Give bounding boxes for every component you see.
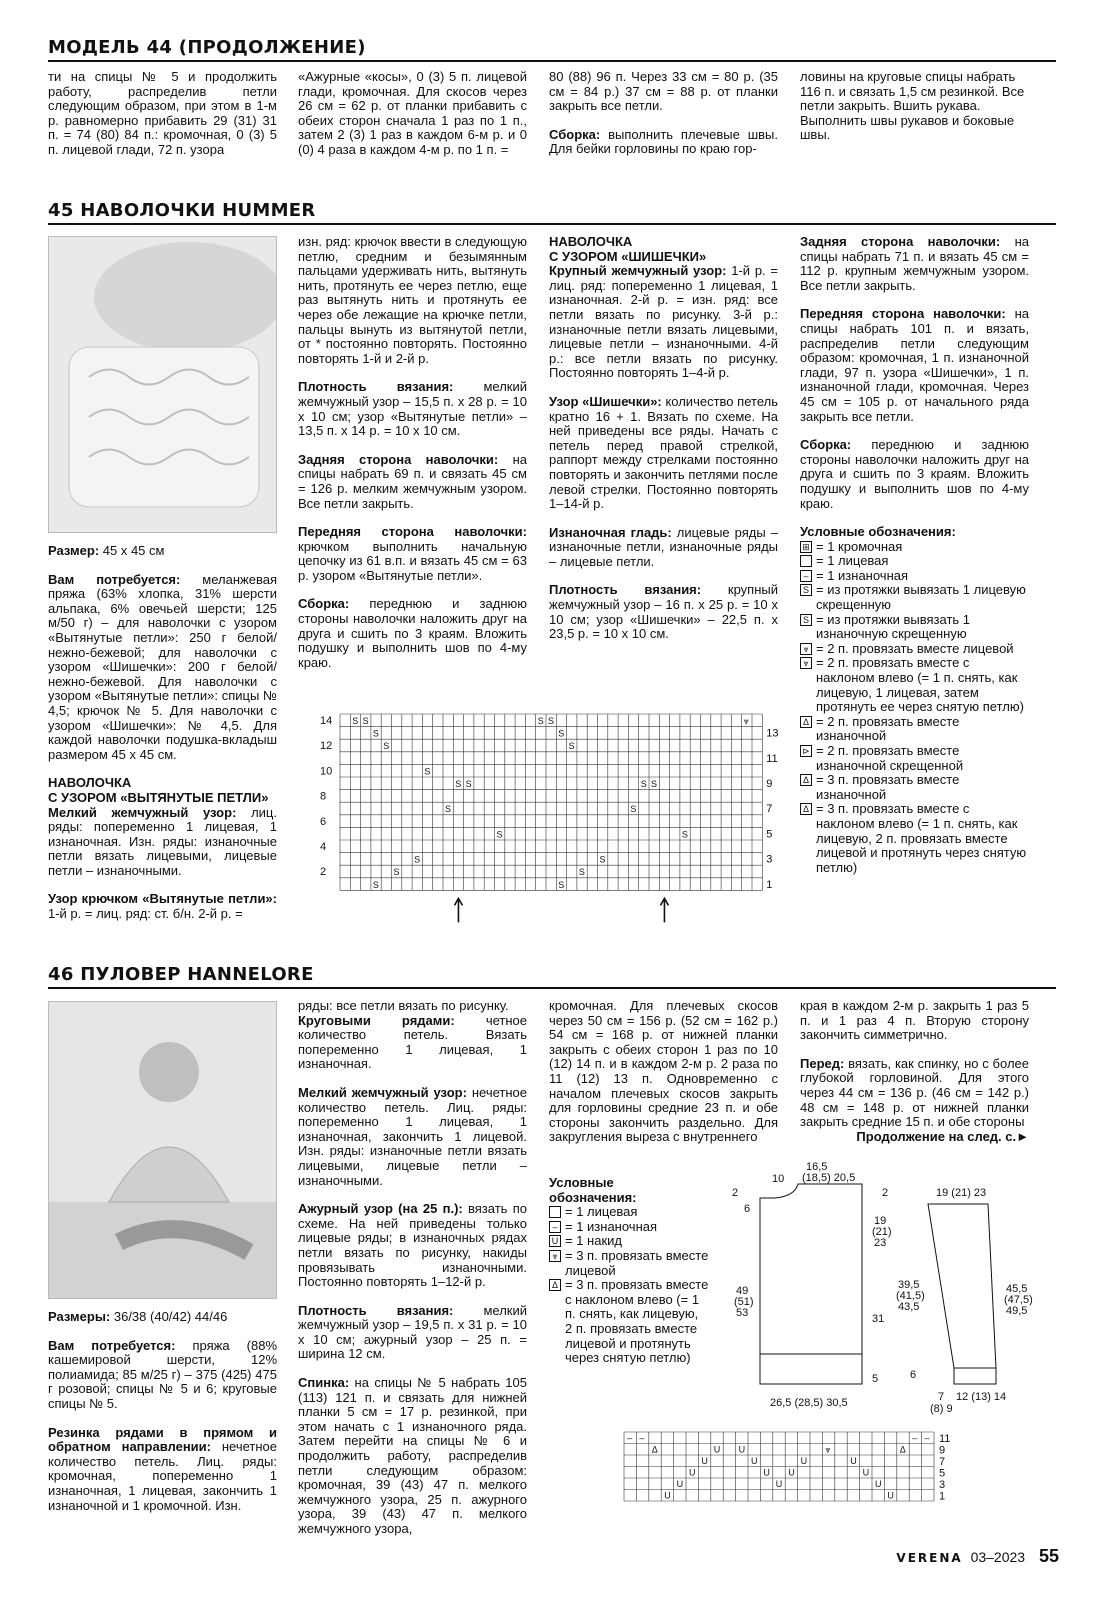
pillow1-head-2: С УЗОРОМ «ВЫТЯНУТЫЕ ПЕТЛИ» (48, 789, 269, 805)
lace-symbol: Δ (899, 1444, 906, 1455)
legend-45-label: = 2 п. провязать вместе изнаночной (816, 713, 960, 744)
legend-46-item (549, 1249, 709, 1278)
back-46-head: Спинка: (298, 1375, 350, 1391)
assembly-1-text: переднюю и заднюю стороны наволочки наложить друг на друга и сшить по 3 краям. Вложить подушку и выполнить шов по 4-му краю. (298, 596, 527, 670)
chart-symbol: S (372, 728, 379, 739)
legend-45-item (800, 715, 1029, 744)
legend-46-title-1: Условные (549, 1175, 614, 1190)
back-1 (298, 453, 527, 511)
chart-symbol: S (352, 716, 359, 726)
chart-symbol: S (599, 854, 606, 865)
lace-symbol: U (850, 1456, 857, 1466)
chart-row-label: 13 (766, 727, 778, 740)
chart-symbol: S (651, 779, 658, 789)
legend-45-symbol-icon: S (800, 584, 812, 596)
lace-symbol: U (713, 1444, 721, 1455)
chart-row-label: 6 (320, 815, 327, 828)
chart-row-label: 10 (320, 765, 333, 778)
legend-45-list (800, 540, 1029, 876)
sec44-c3a: 80 (88) 96 п. Через 33 см = 80 р. (35 см = 84 р.) 37 см = 88 р. от планки закрыть все петли. (549, 69, 778, 114)
legend-45-item (800, 569, 1029, 584)
c4a: края в каждом 2-м р. закрыть 1 раз 5 п. и 1 раз 4 п. Вторую сторону закончить симметрично. (800, 998, 1029, 1043)
lace-symbol: U (763, 1467, 770, 1478)
chart-row-label: 1 (766, 878, 773, 891)
bumps (549, 395, 778, 512)
size-head: Размер: (48, 543, 100, 558)
chart-symbol: S (558, 728, 565, 739)
purl-text: лицевые ряды – изнаночные петли, изнаночные ряды – лицевые петли. (549, 524, 778, 569)
legend-45-label: = 3 п. провязать вместе с наклоном влево (= 1 п. снять, как лицевую, 2 п. провязать вместе лицевой и протянуть через снятую петлю) (816, 801, 1027, 875)
chart-row-label: 2 (320, 866, 327, 879)
sec44-col4: ловины на круговые спицы набрать 116 п. и связать 1,5 см резинкой. Все петли закрыть. Вшить рукава. Выполнить швы рукавов и боковые швы. (800, 69, 1025, 143)
legend-46-title-2: обозначения: (549, 1189, 637, 1205)
back-2 (800, 235, 1029, 293)
legend-46-item (549, 1220, 709, 1235)
bumps-chart (318, 710, 778, 930)
legend-46-label: = 3 п. провязать вместе лицевой (565, 1247, 709, 1278)
dim-two-r: 2 (882, 1187, 889, 1199)
chart-symbol: S (362, 716, 369, 726)
pullover-schematic-svg (720, 1158, 1056, 1420)
lace-chart (620, 1430, 965, 1525)
dim-armhole3: 23 (874, 1237, 887, 1249)
legend-45-symbol-icon: S (800, 614, 812, 626)
legend-45-symbol-icon: Δ (800, 803, 812, 815)
legend-45-item (800, 773, 1029, 802)
density-46-text: мелкий жемчужный узор – 19,5 п. х 31 р. = 10 х 10 см; ажурный узор – 25 п. = ширина 12 см. (298, 1302, 527, 1362)
sec46-col1 (48, 1310, 277, 1513)
sec44-col3 (549, 70, 778, 157)
front-46 (800, 1057, 1029, 1130)
dim-top: 16,5 (806, 1161, 828, 1173)
lace-symbol: – (924, 1433, 930, 1443)
legend-45-symbol-icon: ⩔ (800, 657, 812, 669)
legend-45-symbol-icon: ⊞ (800, 541, 812, 553)
back-46-text: на спицы № 5 набрать 105 (113) 121 п. и связать для нижней планки 5 см = 17 р. резинкой, при этом начать с 1 изнаночного ряда. Затем перейти на спицы № 6 и продолжить работу, распределив петли следующим образом: кромочная, 39 (43) 47 п. мелкого жемчужного узора, 25 п. ажурного узора, 39 (43) 47 п. мелкого жемчужного узора, (298, 1375, 527, 1536)
density-2 (549, 583, 778, 641)
pillow1-head-1: НАВОЛОЧКА (48, 775, 132, 791)
chart-symbol: S (393, 867, 400, 878)
page-number: 55 (1038, 1546, 1059, 1567)
sec46-col4 (800, 999, 1029, 1144)
sec46-col3: кромочная. Для плечевых скосов через 50 см = 156 р. (52 см = 162 р.) 54 см = 168 р. от нижней планки закрыть с обеих сторон 1 раз по 10 (12) 14 п. и в каждом 2-м р. 2 раза по 11 (12) 13 п. Одновременно с началом плечевых скосов закрыть для горловины средние 23 п. и обе стороны закончить раздельно. Для закругления выреза с внутреннего (549, 998, 778, 1145)
need-46 (48, 1339, 277, 1412)
lace-symbol: – (627, 1433, 633, 1443)
legend-45-item (800, 554, 1029, 569)
sec46-col2 (298, 999, 527, 1537)
legend-45-item (800, 613, 1029, 642)
dim-five-b: 5 (872, 1373, 879, 1385)
legend-45-label: = из протяжки вывязать 1 изнаночную скрещенную (816, 611, 971, 642)
section-46-rule (48, 987, 1056, 989)
chart-row-label: 8 (320, 790, 327, 803)
sizes-head: Размеры: (48, 1309, 111, 1324)
dim-six-l: 6 (744, 1203, 751, 1215)
lace-symbol: – (912, 1433, 918, 1443)
lace-row-label: 9 (939, 1444, 946, 1457)
sec44-assembly-head: Сборка: (549, 126, 601, 142)
rib-head: Резинка рядами в прямом и обратном направлении: (48, 1424, 277, 1455)
continued-note: Продолжение на след. с.► (856, 1128, 1029, 1144)
lace-symbol: U (800, 1456, 808, 1466)
legend-45 (800, 525, 1029, 875)
back-1-text: на спицы набрать 69 п. и связать 45 см = 126 р. мелким жемчужным узором. Все петли закрыть. (298, 451, 527, 511)
legend-46-item (549, 1278, 709, 1366)
sec44-col2: «Ажурные «косы», 0 (3) 5 п. лицевой глади, кромочная. Для скосов через 26 см = 62 р. от планки прибавить с обеих сторон сначала 1 раз по 1 п., затем 2 (3) 1 раз в каждом 6-м р. и 0 (0) 4 раза в каждом 4-м р. по 1 п. = (298, 69, 527, 157)
lace-symbol: U (862, 1467, 870, 1478)
legend-45-title: Условные обозначения: (800, 524, 956, 540)
hook-continued: изн. ряд: крючок ввести в следующую петлю, средним и безымянным пальцами удерживать нить, вытянуть нить, протянуть ее через петлю, еще раз вытянуть нить и протянуть ее через обе лежащие на крючке петли, пальцы вынуть из вытянутой петли, от * постоянно повторять. Постоянно повторять 1-й и 2-й р. (298, 234, 527, 366)
legend-45-symbol-icon: Δ (800, 774, 812, 786)
round-head: Круговыми рядами: (298, 1012, 455, 1028)
assembly-1 (298, 597, 527, 670)
pillow2-block (549, 235, 778, 381)
lace-row-label: 1 (939, 1490, 946, 1503)
dim-side2: (51) (734, 1296, 754, 1308)
front-1 (298, 525, 527, 583)
need-head: Вам потребуется: (48, 571, 181, 587)
chart-symbol: S (548, 716, 555, 726)
chart-symbol: S (558, 879, 565, 890)
legend-46-symbol-icon: Δ (549, 1279, 561, 1291)
sizes-value: 36/38 (40/42) 44/46 (110, 1309, 228, 1324)
legend-46-symbol-icon: – (549, 1221, 561, 1233)
chart-row-label: 9 (766, 778, 773, 790)
front-2-text: на спицы набрать 101 п. и вязать, распределив петли следующим образом: кромочная, 1 п. изнаночной глади, 97 п. узора «Шишечки», 1 п. изнаночной глади, кромочная. Через 45 см = 105 р. от начального ряда закрыть все петли. (800, 306, 1029, 424)
legend-46-label: = 1 накид (565, 1233, 622, 1249)
front-2 (800, 307, 1029, 424)
chart-symbol: ⩔ (743, 716, 749, 726)
legend-45-item (800, 744, 1029, 773)
dim-thirtyone: 31 (872, 1313, 885, 1325)
dim-armhole: 19 (874, 1215, 887, 1227)
back-46 (298, 1376, 527, 1537)
legend-46 (549, 1176, 709, 1366)
chart-symbol: S (414, 854, 421, 865)
hook-text: 1-й р. = лиц. ряд: ст. б/н. 2-й р. = (48, 906, 243, 922)
lace-symbol: ⩔ (825, 1444, 831, 1455)
assembly-2-text: переднюю и заднюю стороны наволочки наложить друг на друга и сшить по 3 краям. Вложить подушку и выполнить шов по 4-му краю. (800, 437, 1029, 511)
chart-symbol: S (455, 779, 462, 789)
dim-armhole2: (21) (872, 1226, 892, 1238)
legend-45-symbol-icon: – (800, 570, 812, 582)
chart-symbol: S (640, 779, 647, 789)
lace-symbol: Δ (651, 1444, 658, 1455)
small-pearl-text: лиц. ряды: попеременно 1 лицевая, 1 изнаночная. Изн. ряды: изнаночные петли вязать лицевыми, лицевые петли – изнаночными. (48, 804, 277, 878)
legend-45-symbol-icon: Δ (800, 716, 812, 728)
density-1-text: мелкий жемчужный узор – 15,5 п. х 28 р. = 10 х 10 см; узор «Вытянутые петли» – 13,5 п. х 14 р. = 10 х 10 см. (298, 379, 527, 439)
pillow-illustration (49, 237, 277, 533)
lace-row-label: 3 (939, 1479, 946, 1491)
rib-text: нечетное количество петель. Лиц. ряды: кромочная, попеременно 1 изнаночная, 1 лицевая, закончить 1 изнаночной и 1 кромочной. Изн. (48, 1439, 277, 1513)
legend-45-item (800, 540, 1029, 555)
section-46-title: 46 ПУЛОВЕР HANNELORE (48, 964, 314, 985)
magazine-name: VERENA (896, 1551, 963, 1566)
assembly-2-head: Сборка: (800, 437, 852, 453)
dim-sl-tot: 45,5 (1006, 1283, 1028, 1295)
sec45-col2 (298, 235, 527, 670)
lace-symbol: U (689, 1467, 696, 1478)
chart-row-label: 14 (320, 715, 333, 727)
density-2-head: Плотность вязания: (549, 582, 702, 598)
legend-46-symbol-icon: U (549, 1235, 561, 1247)
legend-45-label: = 1 лицевая (816, 553, 889, 569)
lace-chart-svg (620, 1430, 965, 1525)
dim-sl-six: 6 (910, 1369, 917, 1381)
legend-45-symbol-icon (800, 555, 812, 567)
legend-46-symbol-icon (549, 1206, 561, 1218)
rib-continued-text: ряды: все петли вязать по рисунку. (298, 998, 509, 1013)
section-44-title: МОДЕЛЬ 44 (ПРОДОЛЖЕНИЕ) (48, 37, 366, 58)
sec45-hook (48, 892, 277, 921)
hook-head: Узор крючком «Вытянутые петли»: (48, 891, 277, 907)
legend-45-item (800, 583, 1029, 612)
chart-symbol: S (537, 716, 544, 726)
chart-row-label: 7 (766, 803, 773, 816)
chart-row-label: 3 (766, 853, 773, 866)
lace-symbol: U (738, 1444, 746, 1455)
legend-46-item (549, 1205, 709, 1220)
chart-symbol: S (496, 829, 503, 840)
dim-sl-89: (8) 9 (930, 1403, 953, 1415)
dim-top2: (18,5) 20,5 (802, 1172, 856, 1184)
need-46-text: пряжа (88% кашемировой шерсти, 12% полиамида; 85 м/25 г) – 375 (425) 475 г розовой; спицы № 5 и 6; круговые спицы № 5. (48, 1337, 277, 1411)
legend-45-item (800, 802, 1029, 875)
small-pearl-head: Мелкий жемчужный узор: (48, 804, 237, 820)
back-2-head: Задняя сторона наволочки: (800, 234, 1001, 249)
front-46-head: Перед: (800, 1055, 845, 1071)
legend-45-label: = 1 изнаночная (816, 567, 909, 583)
sec45-col4 (800, 235, 1029, 875)
back-1-head: Задняя сторона наволочки: (298, 451, 499, 467)
chart-symbol: S (465, 779, 472, 789)
assembly-2 (800, 438, 1029, 511)
pillow-photo (48, 236, 277, 533)
rib-continued (298, 999, 527, 1072)
legend-45-symbol-icon: ⊳ (800, 745, 812, 757)
legend-46-item (549, 1234, 709, 1249)
dim-sl-tot2: (47,5) (1004, 1294, 1033, 1306)
repeat-arrow-icon (660, 898, 668, 922)
pearl-46-head: Мелкий жемчужный узор: (298, 1084, 467, 1100)
back-2-text: на спицы набрать 71 п. и вязать 45 см = 112 р. крупным жемчужным узором. Все петли закрыть. (800, 234, 1029, 293)
lace-text: вязать по схеме. На ней приведены только лицевые ряды; в изнаночных рядах петли вязать по рисунку, накиды провязывать изнаночными. Постоянно повторять 1–12-й р. (298, 1201, 527, 1290)
sec44-c3b (549, 128, 778, 157)
front-1-head: Передняя сторона наволочки: (298, 524, 527, 540)
need-text: меланжевая пряжа (63% хлопка, 31% шерсти альпака, 6% овечьей шерсти; 125 м/50 г) – для наволочки с узором «Вытянутые петли»: 250 г белой/нежно-бежевой; для наволочки с узором «Шишечки»: 200 г белой/нежно-бежевой. Для наволочки с узором «Вытянутые петли»: спицы № 4,5; крючок № 5. Для наволочки с узором «Шишечки»: № 4,5. Для каждой наволочки подушка-вкладыш размером 45 х 45 см. (48, 571, 277, 762)
pillow2-head-1: НАВОЛОЧКА (549, 234, 633, 249)
chart-symbol: S (568, 741, 575, 752)
pullover-schematic (720, 1158, 1056, 1420)
bumps-head: Узор «Шишечки»: (549, 393, 662, 409)
lace-row-label: 11 (939, 1433, 951, 1445)
need-46-head: Вам потребуется: (48, 1337, 176, 1353)
pearl-46 (298, 1086, 527, 1188)
pillow2-head-2: С УЗОРОМ «ШИШЕЧКИ» (549, 248, 707, 264)
issue-number: 03–2023 (970, 1549, 1026, 1566)
rib (48, 1426, 277, 1514)
legend-46-label: = 1 изнаночная (565, 1218, 658, 1234)
page-footer (896, 1546, 1059, 1567)
bumps-text: количество петель кратно 16 + 1. Вязать по схеме. На ней приведены все ряды. Начать с петель перед правой стрелкой, раппорт между стрелками постоянно повторять и закончить петлями после левой стрелки. Постоянно повторять 1–14-й р. (549, 393, 778, 512)
lace-symbol: – (639, 1433, 645, 1443)
lace-row-label: 7 (939, 1456, 946, 1468)
dim-sl-top: 19 (21) 23 (936, 1187, 987, 1199)
front-1-text: крючком выполнить начальную цепочку из 61 в.п. и вязать 45 см = 63 р. узором «Вытянутые петли». (298, 538, 527, 583)
lace-symbol: U (775, 1479, 783, 1489)
sec45-pillow1 (48, 776, 277, 878)
dim-sl-len2: (41,5) (896, 1290, 925, 1302)
sizes (48, 1310, 277, 1325)
section-45-rule (48, 223, 1056, 225)
dim-two-l: 2 (732, 1187, 739, 1199)
section-45-title: 45 НАВОЛОЧКИ HUMMER (48, 200, 316, 221)
sec44-assembly-text: выполнить плечевые швы. Для бейки горловины по краю гор- (549, 126, 778, 157)
lace-symbol: U (701, 1456, 708, 1466)
chart-symbol: S (630, 804, 637, 815)
bumps-chart-svg (318, 710, 778, 930)
sec45-size (48, 544, 277, 559)
lace-head: Ажурный узор (на 25 п.): (298, 1201, 463, 1217)
assembly-1-head: Сборка: (298, 596, 350, 612)
legend-45-item (800, 656, 1029, 714)
dim-sl-cuff: 12 (13) 14 (956, 1391, 1007, 1403)
legend-46-label: = 1 лицевая (565, 1204, 638, 1220)
chart-row-label: 4 (320, 841, 327, 853)
chart-symbol: S (578, 867, 585, 878)
legend-45-label: = 2 п. провязать вместе с наклоном влево (= 1 п. снять, как лицевую, 1 лицевая, затем протянуть ее через снятую петлю) (816, 655, 1024, 715)
round-text: четное количество петель. Вязать попеременно 1 лицевая, 1 изнаночная. (298, 1012, 527, 1072)
repeat-arrow-icon (454, 898, 462, 922)
legend-45-item (800, 642, 1029, 657)
dim-sl-tot3: 49,5 (1006, 1305, 1028, 1317)
purl-head: Изнаночная гладь: (549, 524, 672, 540)
pullover-illustration (49, 1002, 277, 1299)
density-1 (298, 380, 527, 438)
dim-side: 49 (736, 1285, 749, 1297)
pearl-46-text: нечетное количество петель. Лиц. ряды: попеременно 1 лицевая, 1 изнаночная, закончить 1 лицевой. Изн. ряды: изнаночные петли вязать лицевыми, лицевые петли – изнаночными. (298, 1084, 527, 1188)
density-46-head: Плотность вязания: (298, 1302, 454, 1318)
lace-symbol: U (664, 1490, 671, 1501)
front-2-head: Передняя сторона наволочки: (800, 306, 1006, 322)
front-46-text: вязать, как спинку, но с более глубокой горловиной. Для этого через 44 см = 136 р. (46 см = 142 р.) 48 см = 148 р. от нижней планки закрыть средние 15 п. и обе стороны (800, 1055, 1029, 1130)
legend-45-label: = 3 п. провязать вместе изнаночной (816, 772, 960, 802)
lace-symbol: U (751, 1456, 758, 1466)
lace-symbol: U (788, 1467, 795, 1478)
legend-45-label: = 2 п. провязать вместе изнаночной скрещенной (816, 743, 964, 773)
lace-symbol: U (875, 1479, 882, 1489)
dim-sl-len3: 43,5 (898, 1301, 920, 1313)
density-1-head: Плотность вязания: (298, 379, 454, 395)
legend-45-label: = 1 кромочная (816, 538, 903, 554)
density-46 (298, 1304, 527, 1362)
size-value: 45 х 45 см (99, 543, 165, 558)
purl-stitch (549, 526, 778, 570)
big-pearl-head: Крупный жемчужный узор: (549, 263, 727, 279)
legend-46-symbol-icon: ⩔ (549, 1250, 561, 1262)
dim-sl-seven: 7 (938, 1391, 945, 1403)
big-pearl-text: 1-й р. = лиц. ряд: попеременно 1 лицевая, 1 изнаночная. 2-й р. = изн. ряд: все петли вязать по рисунку. 3-й р.: изнаночные петли вязать лицевыми, лицевые петли – изнаночными. 4-й р.: все петли вязать по рисунку. Постоянно повторять 1–4-й р. (549, 263, 779, 381)
sec44-col1: ти на спицы № 5 и продолжить работу, распределив петли следующим образом, при этом в 1-м р. равномерно прибавить 29 (31) 31 п. = 74 (80) 84 п.: кромочная, 0 (3) 5 п. лицевой глади, 72 п. узора (48, 69, 277, 157)
sec45-col1 (48, 544, 277, 922)
chart-symbol: S (681, 829, 688, 840)
legend-45-symbol-icon: ⩔ (800, 643, 812, 655)
chart-row-label: 12 (320, 740, 333, 753)
dim-width: 26,5 (28,5) 30,5 (770, 1397, 848, 1409)
chart-row-label: 11 (766, 752, 778, 765)
chart-symbol: S (372, 879, 379, 890)
dim-ten: 10 (772, 1173, 785, 1185)
legend-46-list (549, 1205, 709, 1366)
legend-45-label: = 2 п. провязать вместе лицевой (816, 640, 1014, 656)
chart-row-label: 5 (766, 828, 773, 841)
legend-45-label: = из протяжки вывязать 1 лицевую скрещенную (816, 582, 1026, 613)
lace (298, 1202, 527, 1290)
legend-46-label: = 3 п. провязать вместе с наклоном влево (= 1 п. снять, как лицевую, 2 п. провязать вместе лицевой и протянуть через снятую петлю) (565, 1277, 709, 1366)
chart-symbol: S (424, 766, 431, 777)
chart-symbol: S (383, 741, 390, 752)
sec45-need (48, 573, 277, 763)
lace-symbol: U (887, 1490, 894, 1501)
pullover-photo (48, 1001, 277, 1299)
lace-symbol: U (676, 1479, 684, 1489)
sec45-col3 (549, 235, 778, 642)
lace-row-label: 5 (939, 1467, 946, 1480)
dim-sl-len: 39,5 (898, 1279, 920, 1291)
chart-symbol: S (445, 804, 452, 815)
dim-side3: 53 (736, 1307, 749, 1319)
density-2-text: крупный жемчужный узор – 16 п. х 25 р. = 10 х 10 см; узор «Шишечки» – 22,5 п. х 23,5 р. = 10 х 10 см. (549, 582, 778, 642)
section-44-rule (48, 60, 1056, 62)
